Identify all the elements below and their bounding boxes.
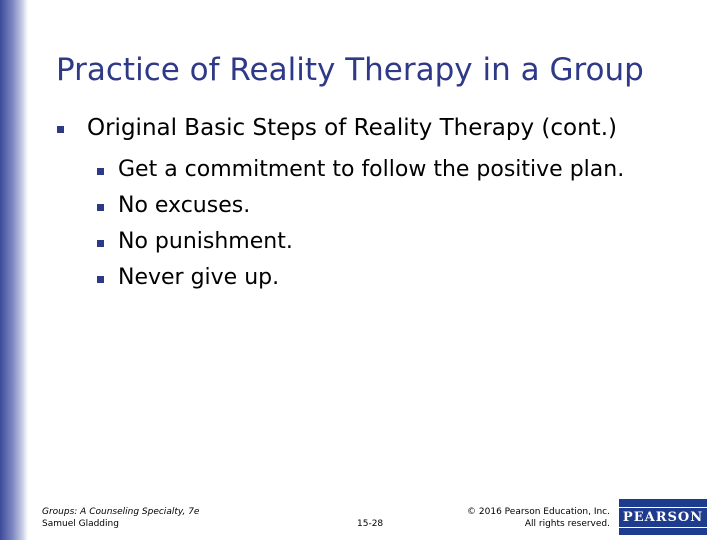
- bullet-marker: [57, 126, 64, 133]
- footer-page-number: 15-28: [357, 519, 384, 529]
- sub-bullet-marker: [97, 276, 104, 283]
- sub-bullet-text: No punishment.: [118, 229, 293, 254]
- sub-bullet-text: Get a commitment to follow the positive plan.: [118, 157, 625, 182]
- pearson-logo: [619, 499, 707, 535]
- footer-author: Samuel Gladding: [42, 519, 119, 529]
- footer-copyright: © 2016 Pearson Education, Inc.: [467, 507, 610, 517]
- sub-bullet-text: Never give up.: [118, 265, 280, 290]
- sub-bullet-marker: [97, 204, 104, 211]
- sub-bullet-text: No excuses.: [118, 193, 251, 218]
- main-bullet-text: Original Basic Steps of Reality Therapy (cont.): [87, 115, 617, 141]
- slide-title: Practice of Reality Therapy in a Group: [56, 52, 644, 88]
- sub-bullet-marker: [97, 240, 104, 247]
- left-gradient-band: [0, 0, 28, 540]
- pearson-logo-text: PEARSON: [617, 507, 709, 528]
- footer-rights: All rights reserved.: [524, 519, 610, 529]
- sub-bullet-marker: [97, 168, 104, 175]
- footer-book-title: Groups: A Counseling Specialty, 7e: [42, 507, 200, 517]
